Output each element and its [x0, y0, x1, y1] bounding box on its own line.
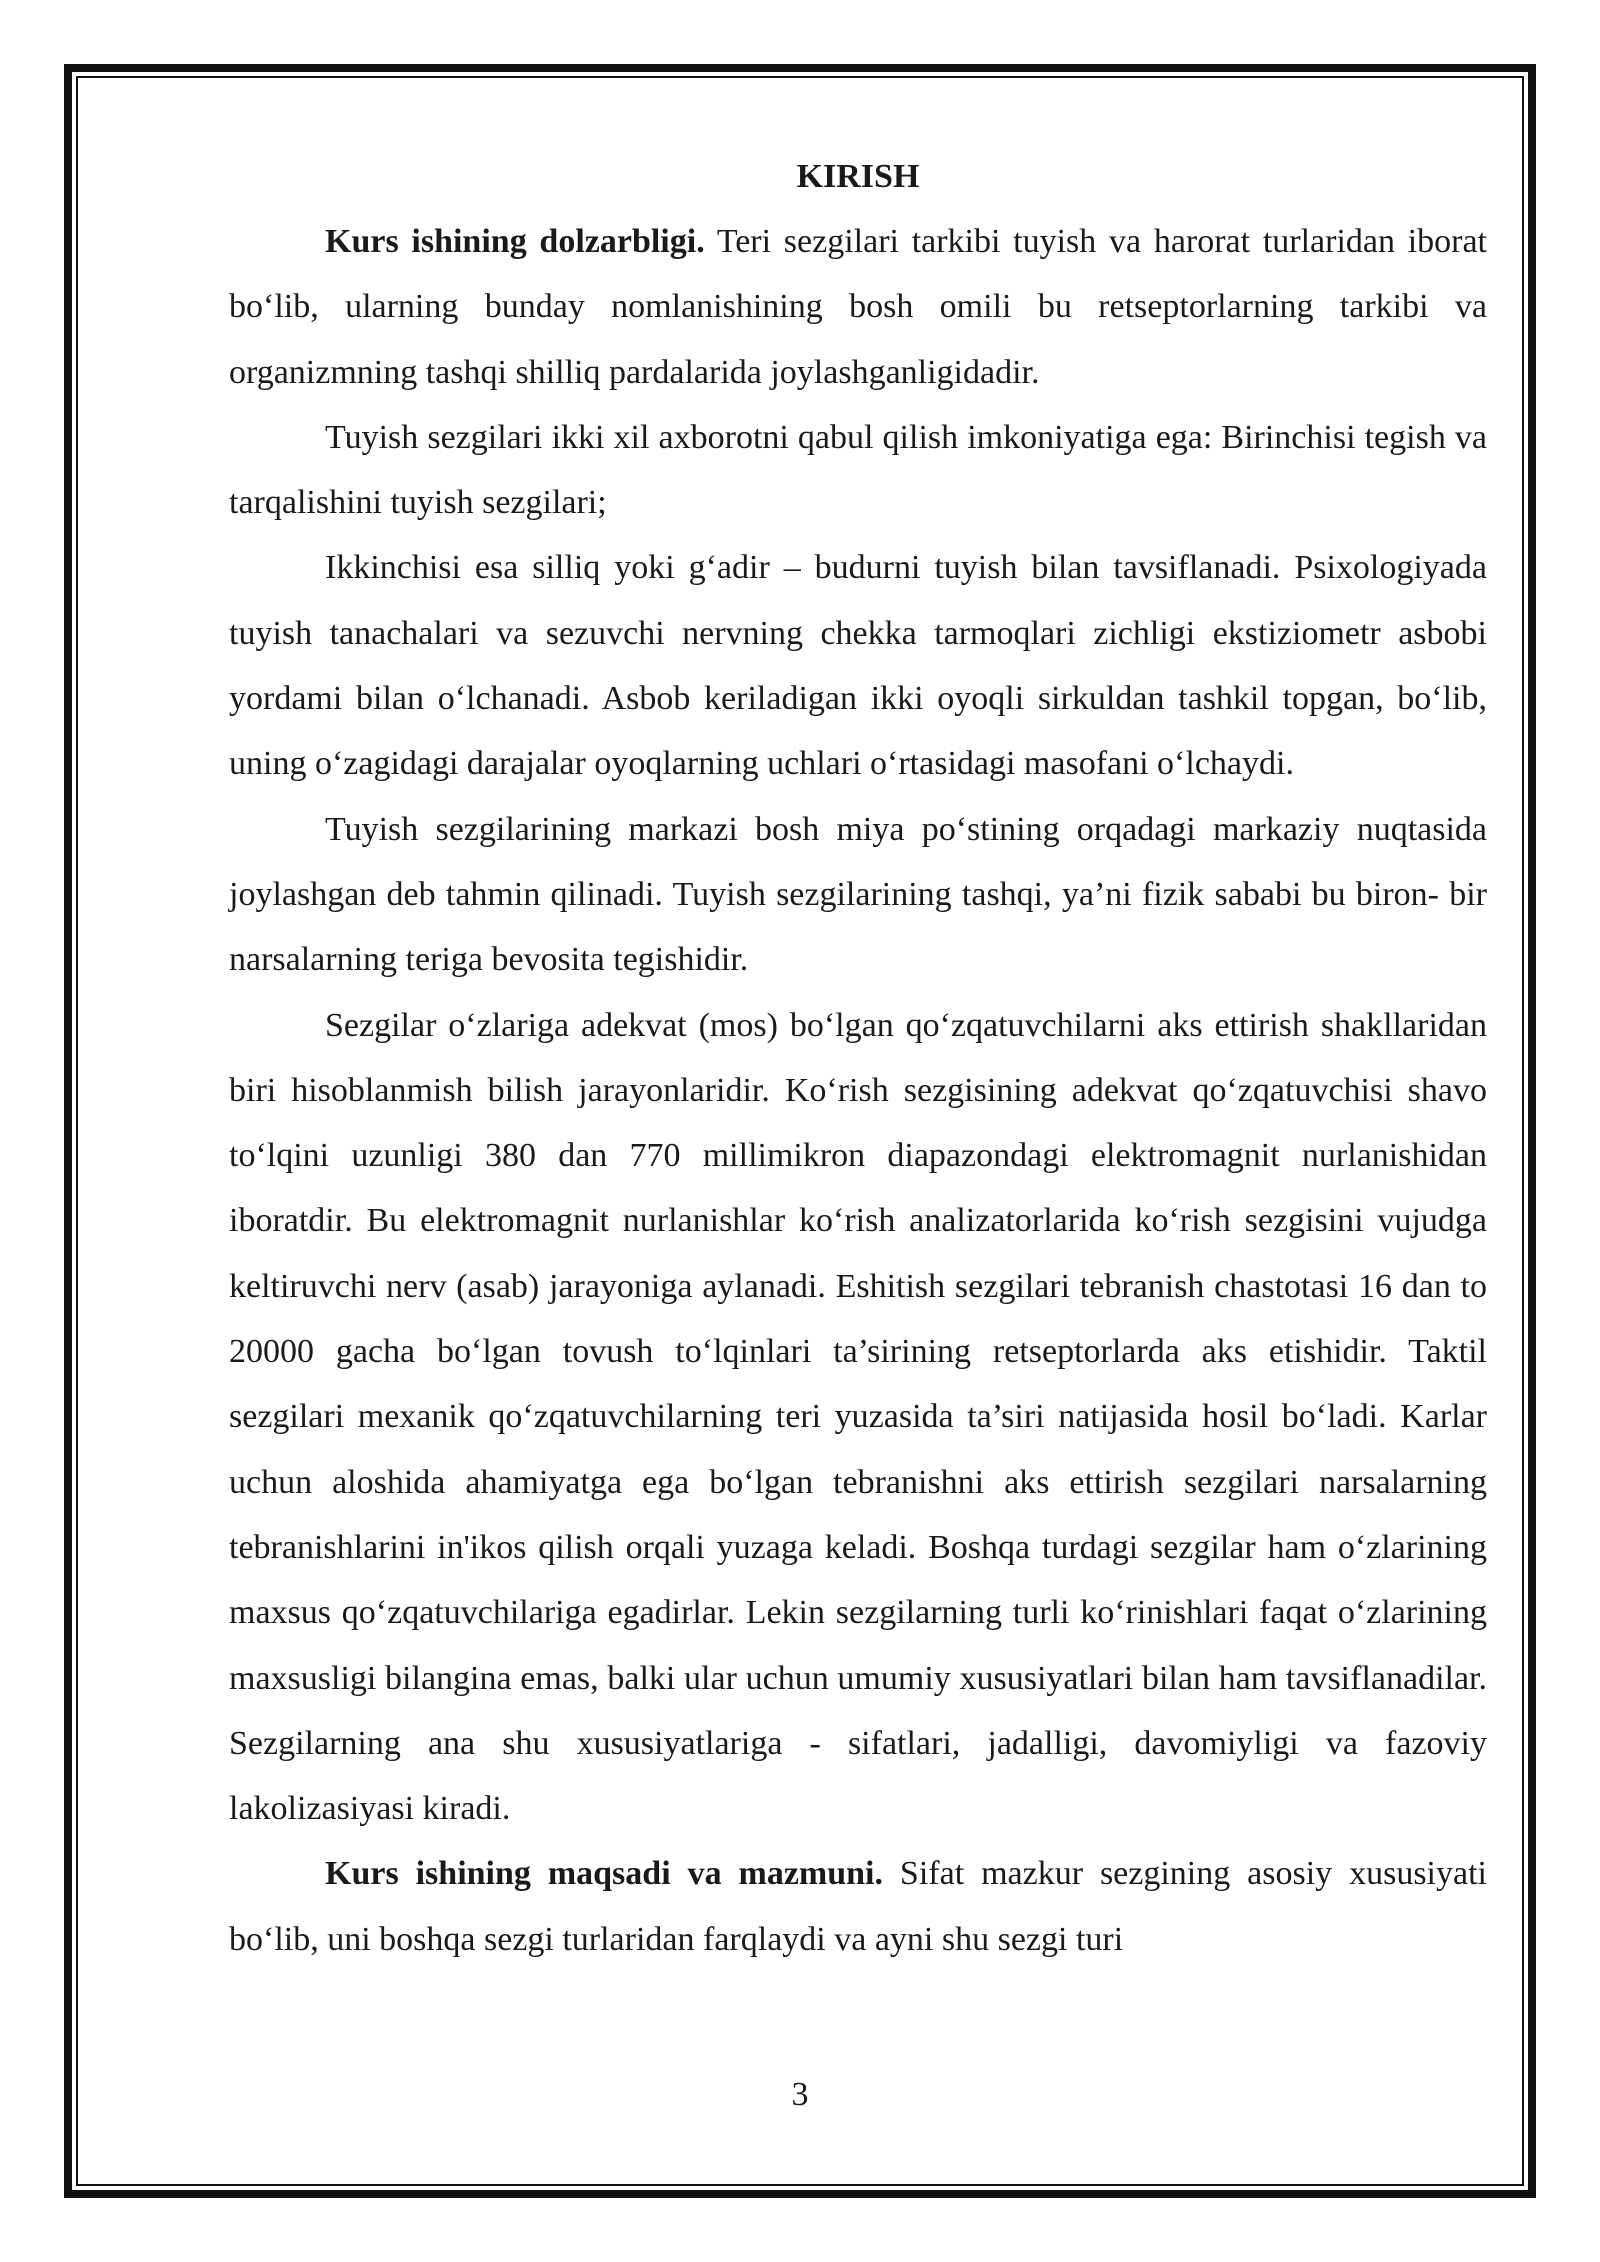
paragraph-text: Sifat mazkur sezgining asosiy xususiyati bo‘lib, uni boshqa sezgi turlaridan farqlaydi va ayni shu sezgi turi: [229, 1855, 1487, 1958]
paragraph: [229, 209, 1487, 405]
paragraph-text: Tuyish sezgilarining markazi bosh miya po‘stining orqadagi markaziy nuqtasida joylashgan deb tahmin qilinadi. Tuyish sezgilarining tashqi, ya’ni fizik sababi bu biron- bir narsalarning teriga bevosita tegishidir.: [229, 810, 1487, 979]
document-title: KIRISH: [796, 158, 920, 195]
paragraph-text: Ikkinchisi esa silliq yoki g‘adir – budurni tuyish bilan tavsiflanadi. Psixologiyada tuyish tanachalari va sezuvchi nervning chekka tarmoqlari zichligi ekstiziometr asbobi yordami bilan o‘lchanadi. Asbob keriladigan ikki oyoqli sirkuldan tashkil topgan, bo‘lib, uning o‘zagidagi darajalar oyoqlarning uchlari o‘rtasidagi masofani o‘lchaydi.: [229, 549, 1487, 783]
paragraph: [229, 535, 1487, 796]
paragraph-lead: Kurs ishining maqsadi va mazmuni.: [325, 1855, 883, 1893]
paragraph: [229, 797, 1487, 993]
paragraph: [229, 405, 1487, 536]
document-body: [229, 144, 1487, 1972]
paragraph: [229, 1841, 1487, 1972]
page-number: 3: [791, 2076, 809, 2113]
paragraph: [229, 993, 1487, 1842]
paragraph-text: Tuyish sezgilari ikki xil axborotni qabul qilish imkoniyatiga ega: Birinchisi tegish va tarqalishini tuyish sezgilari;: [229, 418, 1487, 522]
paragraph-lead: Kurs ishining dolzarbligi.: [325, 223, 705, 260]
paragraph-text: Sezgilar o‘zlariga adekvat (mos) bo‘lgan qo‘zqatuvchilarni aks ettirish shakllaridan biri hisoblanmish bilish jarayonlaridir. Ko‘rish sezgisining adekvat qo‘zqatuvchisi shavo to‘lqini uzunligi 380 dan 770 millimikron diapazondagi elektromagnit nurlanishidan iboratdir. Bu elektromagnit nurlanishlar ko‘rish analizatorlarida ko‘rish sezgisini vujudga keltiruvchi nerv (asab) jarayoniga aylanadi. Eshitish sezgilari tebranish chastotasi 16 dan to 20000 gacha bo‘lgan tovush to‘lqinlari ta’sirining retseptorlarda aks etishidir. Taktil sezgilari mexanik qo‘zqatuvchilarning teri yuzasida ta’siri natijasida hosil bo‘ladi. Karlar uchun aloshida ahamiyatga ega bo‘lgan tebranishni aks ettirish sezgilari narsalarning tebranishlarini in'ikos qilish orqali yuzaga keladi. Boshqa turdagi sezgilar ham o‘zlarining maxsus qo‘zqatuvchilariga egadirlar. Lekin sezgilarning turli ko‘rinishlari faqat o‘zlarining maxsusligi bilangina emas, balki ular uchun umumiy xususiyatlari bilan ham tavsiflanadilar. Sezgilarning ana shu xususiyatlariga - sifatlari, jadalligi, davomiyligi va fazoviy lakolizasiyasi kiradi.: [229, 1006, 1487, 1828]
paragraph-text: Teri sezgilari tarkibi tuyish va harorat turlaridan iborat bo‘lib, ularning bunday nomlanishining bosh omili bu retseptorlarning tarkibi va organizmning tashqi shilliq pardalarida joylashganligidadir.: [229, 223, 1488, 391]
